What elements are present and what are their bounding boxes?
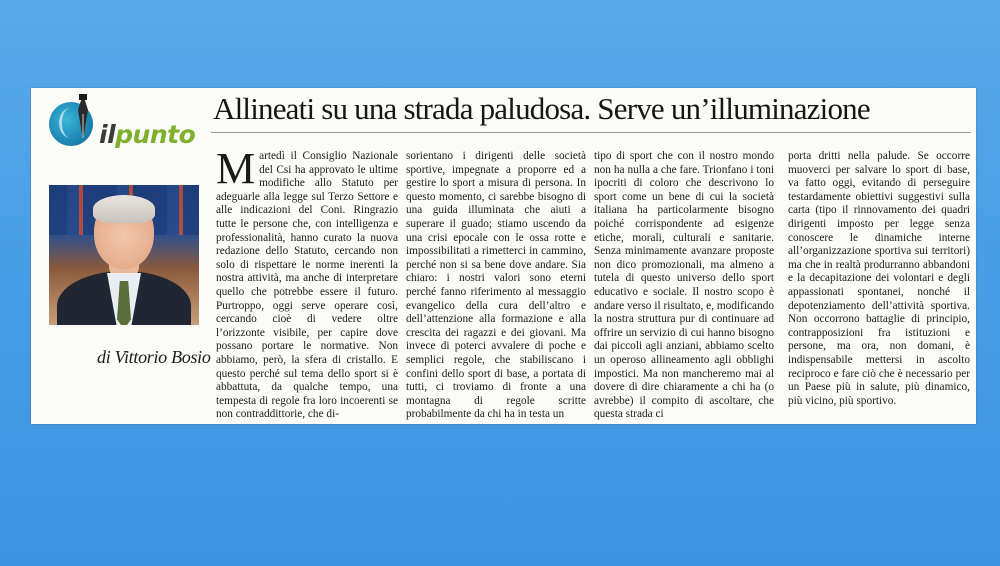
logo-punto: punto — [115, 120, 196, 149]
headline-rule — [211, 132, 971, 133]
logo-il: il — [99, 120, 116, 149]
byline: di Vittorio Bosio — [97, 347, 211, 367]
drop-cap: M — [216, 144, 256, 193]
logo-wordmark — [99, 122, 195, 147]
column-3-text: tipo di sport che con il nostro mondo non ha nulla a che fare. Trionfano i toni ipocriti di coloro che descrivono lo sport come un bene di cui la società italiana ha particolarmente bisogno poiché corrispondente ad esigenze etiche, morali, culturali e sanitarie. Senza minimamente avanzare proposte non dico promozionali, ma almeno a tutela di questo universo dello sport educativo e sociale. Il nostro scopo è andare verso il risultato, e, modificando la nostra struttura pur di continuare ad offrire un servizio di cui hanno bisogno dai piccoli agli anziani, abbiamo scelto un operoso allineamento agli obblighi impostici. Ma non mancheremo mai al dovere di dire chiaramente a chi ha (o avrebbe) il compito di ascoltare, che questa strada ci — [594, 150, 774, 421]
column-4-text: porta dritti nella palude. Se occorre muoverci per salvare lo sport di base, va fatto oggi, evitando di perseguire testardamente obiettivi suggestivi sulla carta (tipo il rinnovamento dei quadri dirigenti imposto per legge senza conoscere le dinamiche interne all’organizzazione sportiva sui territori) ma che in realtà produrranno abbandoni e la decapitazione dei volontari e degli appassionati spontanei, nonché il depotenziamento dell’attività sportiva. Non occorrono battaglie di principio, contrapposizioni fra istituzioni e persone, ma ora, non domani, è indispensabile mettersi in ascolto reciproco e fare ciò che è necessario per un Paese più in salute, più dinamico, più vicino, più sportivo. — [788, 150, 970, 407]
pen-icon — [69, 94, 97, 144]
article-column-3 — [594, 150, 774, 422]
newspaper-clipping — [31, 88, 976, 424]
author-photo — [49, 185, 199, 325]
article-column-1 — [216, 144, 398, 422]
headline: Allineati su una strada paludosa. Serve un’illuminazione — [213, 91, 870, 126]
article-column-4 — [788, 150, 970, 408]
column-2-text: sorientano i dirigenti delle società sportive, impegnate a proporre ed a gestire lo sport a misura di persona. In questo momento, ci sarebbe bisogno di una guida illuminata che aiuti a superare il guado; stiamo uscendo da una crisi epocale con le ossa rotte e impossibilitati a rimetterci in cammino, perché non si sa bene dove andare. Sia chiaro: i nostri valori sono eterni perché fanno riferimento al messaggio evangelico della cura dell’altro e dell’attenzione alla formazione e alla crescita dei ragazzi e dei giovani. Ma invece di poterci avvalere di poche e semplici regole, che stabiliscano i confini dello sport di base, a portata di tutti, ci troviamo di fronte a una montagna di regole scritte probabilmente da chi ha in testa un — [406, 150, 586, 421]
article-column-2 — [406, 150, 586, 422]
column-1-text: artedì il Consiglio Nazionale del Csi ha approvato le ultime modifiche allo Statuto per adeguarle alla legge sul Terzo Settore e alle indicazioni del Coni. Ringrazio tutte le persone che, con intelligenza e professionalità, hanno curato la nuova redazione dello Statuto, cercando non solo di rispettare le norme inerenti la nostra attività, ma anche di interpretare quello che potrebbe essere il futuro. Purtroppo, oggi serve operare così, cercando cioè di vedere oltre l’orizzonte visibile, per capire dove possano portare le normative. Non abbiamo, però, la sfera di cristallo. E questo perché sul tema dello sport si è abbattuta, da qualche tempo, una tempesta di regole fra loro incoerenti se non contraddittorie, che di- — [216, 150, 398, 421]
il-punto-logo — [47, 94, 217, 164]
